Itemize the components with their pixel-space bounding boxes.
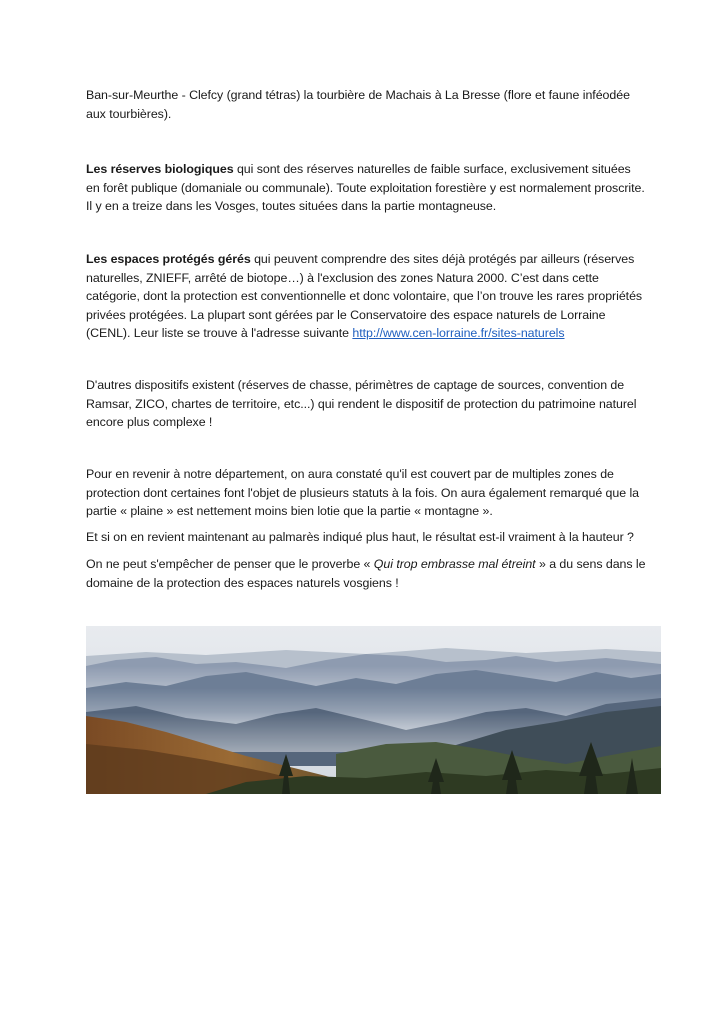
paragraph-espaces-proteges — [86, 250, 646, 343]
paragraph-palmares — [86, 528, 646, 547]
heading-espaces-proteges: Les espaces protégés gérés — [86, 252, 251, 266]
paragraph-text: Pour en revenir à notre département, on aura constaté qu'il est couvert par de multiples zones de protection dont certaines font l'objet de plusieurs statuts à la fois. On aura également remarqué que la partie « plaine » est nettement moins bien lotie que la partie « montagne ». — [86, 467, 640, 518]
heading-reserves-biologiques: Les réserves biologiques — [86, 162, 234, 176]
paragraph-text: On ne peut s'empêcher de penser que le proverbe « — [86, 557, 374, 571]
paragraph-text: qui sont des réserves naturelles de faible surface, exclusivement situées en forêt publique (domaniale ou communale). Toute exploitation forestière y est normalement proscrite. Il y en a treize dans les Vosges, toutes situées dans la partie montagneuse. — [86, 162, 645, 213]
mountain-landscape-photo — [86, 626, 661, 794]
proverb-quote: Qui trop embrasse mal étreint — [373, 557, 536, 571]
paragraph-text: Et si on en revient maintenant au palmarès indiqué plus haut, le résultat est-il vraiment à la hauteur ? — [86, 530, 634, 544]
paragraph-text: D'autres dispositifs existent (réserves de chasse, périmètres de captage de sources, convention de Ramsar, ZICO, chartes de territoire, etc...) qui rendent le dispositif de protection du patrimoine naturel encore plus complexe ! — [86, 378, 637, 429]
cen-lorraine-link[interactable]: http://www.cen-lorraine.fr/sites-naturels — [352, 326, 565, 340]
paragraph-text: » a du sens dans le domaine de la protection des espaces naturels vosgiens ! — [86, 557, 646, 590]
paragraph-text: qui peuvent comprendre des sites déjà protégés par ailleurs (réserves naturelles, ZNIEFF, arrêté de biotope…) à l'exclusion des zones Natura 2000. C’est dans cette catégorie, dont la protection est conventionnelle et donc volontaire, que l’on trouve les rares propriétés privées protégées. La plupart sont gérées par le Conservatoire des espace naturels de Lorraine (CENL). Leur liste se trouve à l'adresse suivante — [86, 252, 643, 340]
paragraph-departement — [86, 465, 646, 521]
paragraph-autres-dispositifs — [86, 376, 646, 432]
paragraph-proverbe — [86, 555, 646, 592]
paragraph-tourbieres — [86, 86, 646, 123]
paragraph-text: Ban-sur-Meurthe - Clefcy (grand tétras) la tourbière de Machais à La Bresse (flore et faune inféodée aux tourbières). — [86, 88, 630, 121]
paragraph-reserves-biologiques — [86, 160, 646, 216]
landscape-illustration — [86, 626, 661, 794]
